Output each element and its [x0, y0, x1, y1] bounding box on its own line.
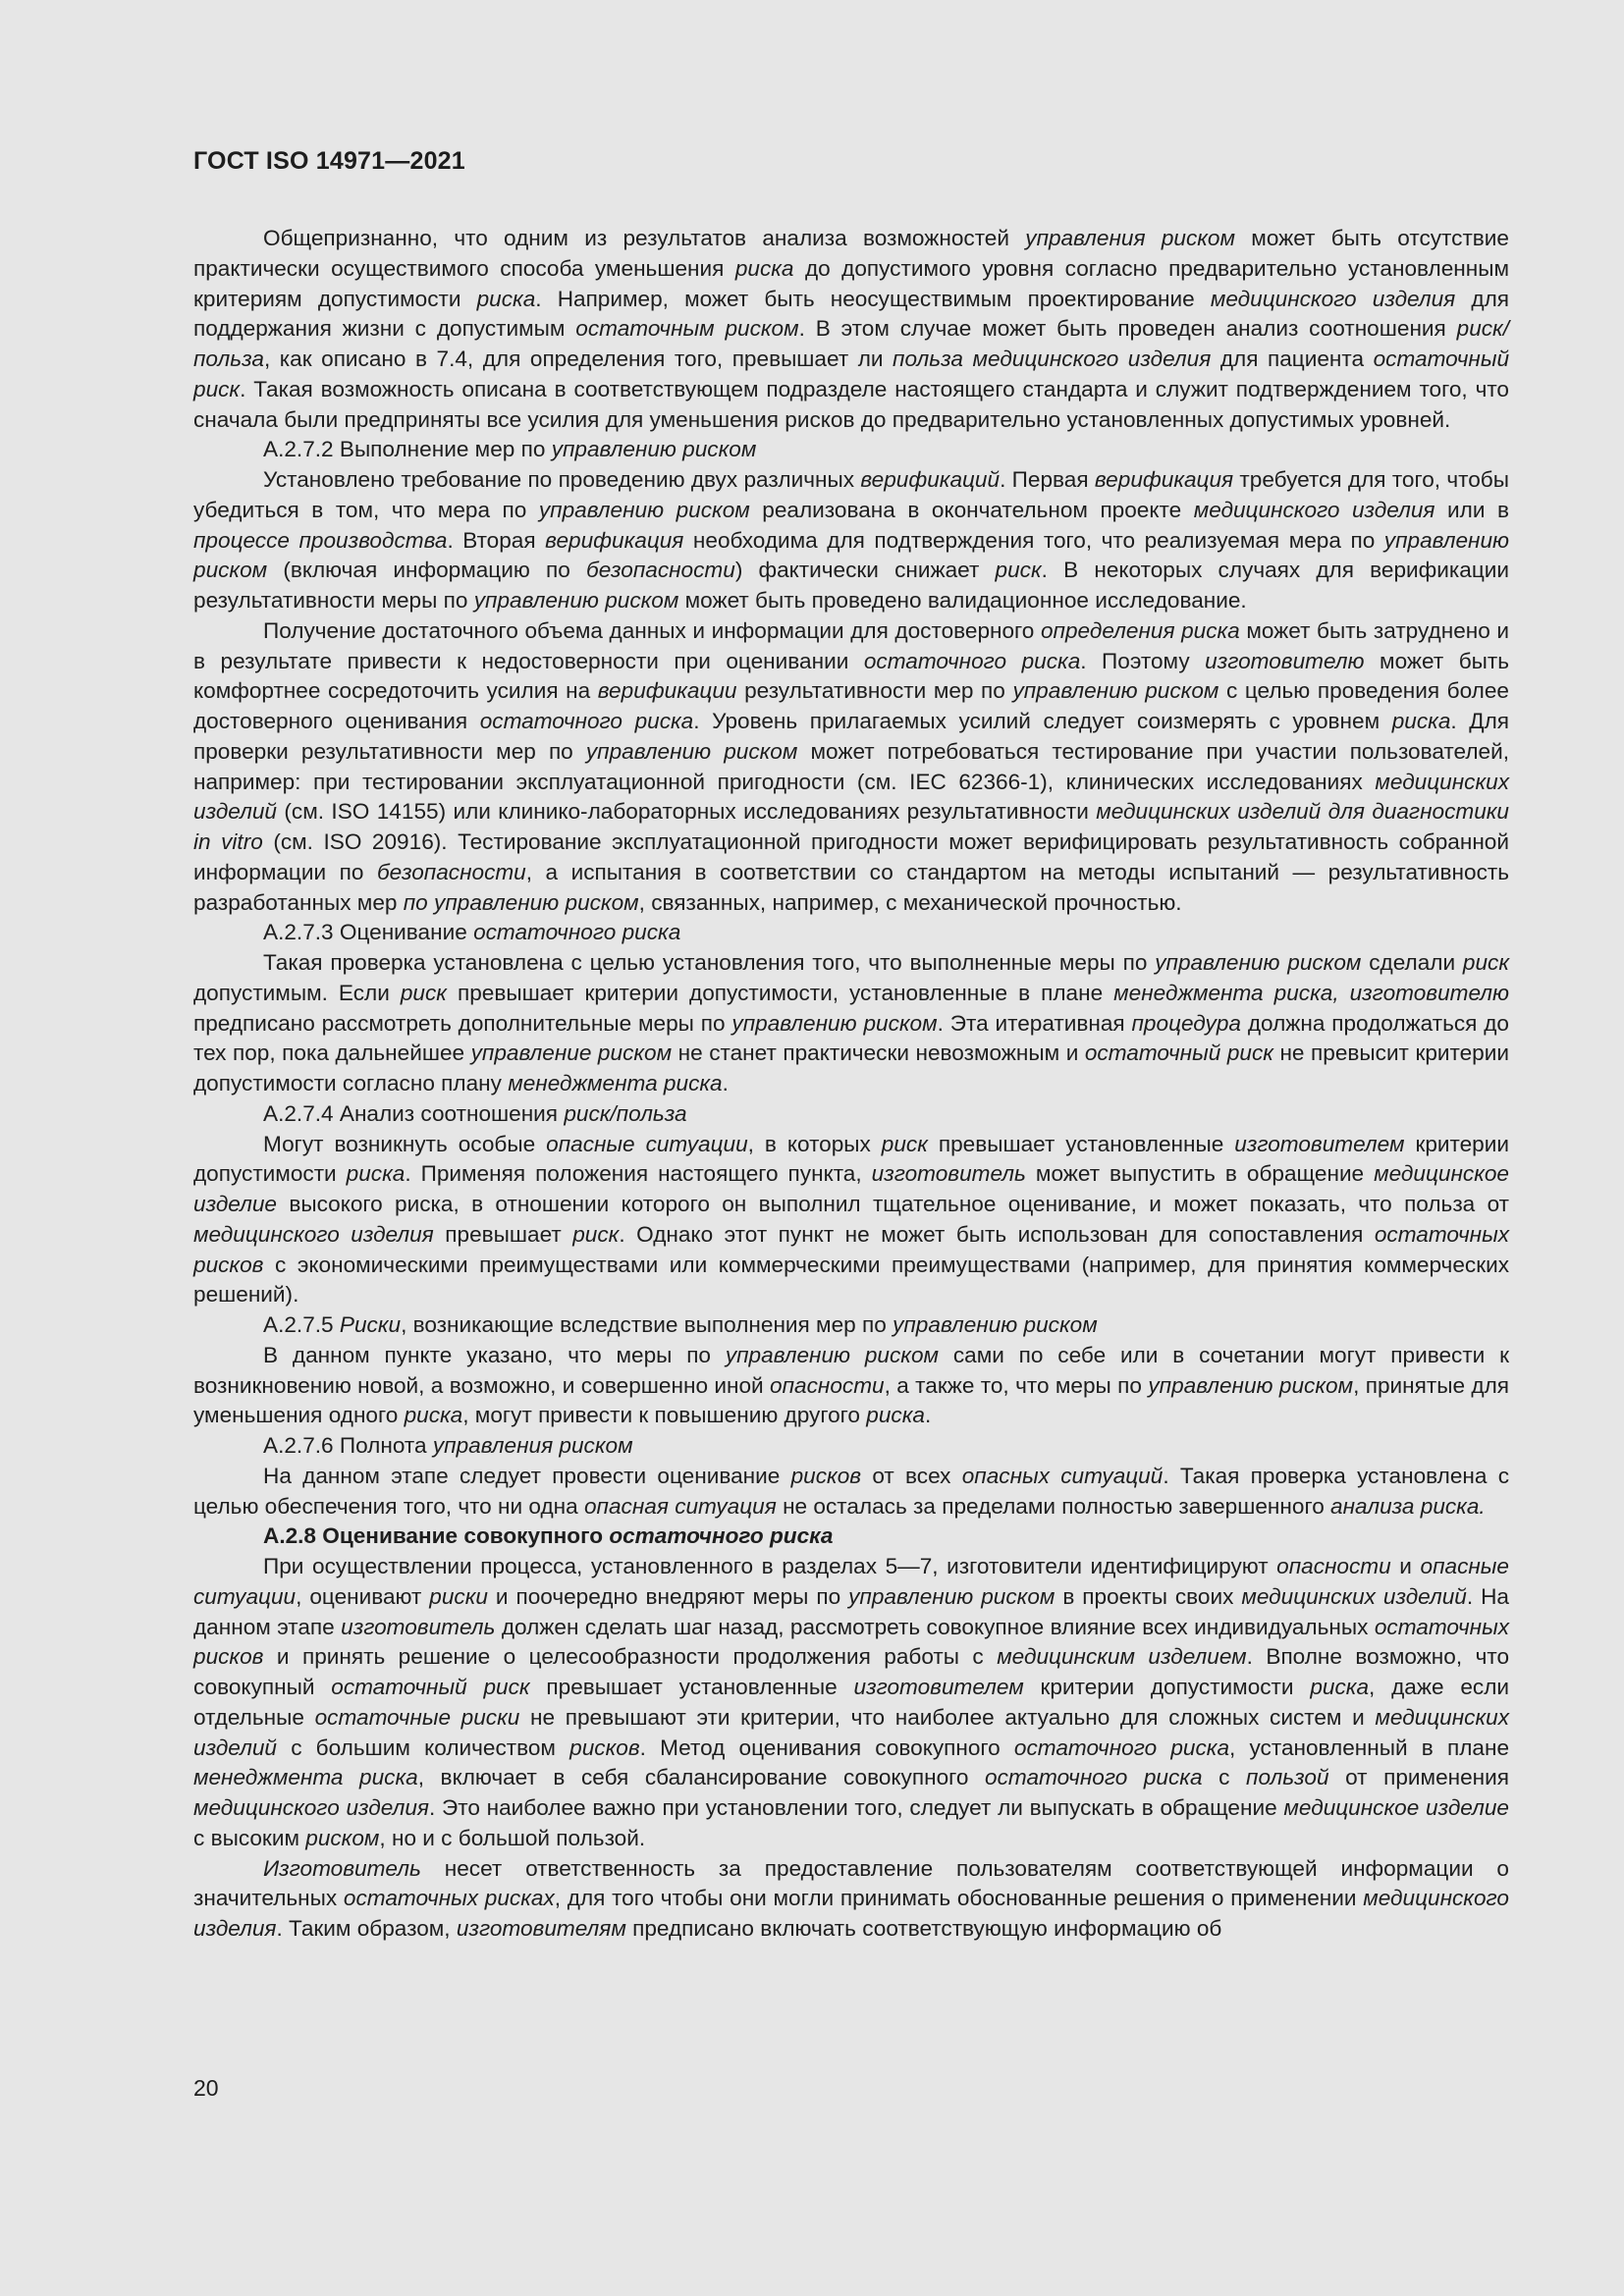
text-run: должен сделать шаг назад, рассмотреть совокупное влияние всех индивидуальных: [495, 1614, 1375, 1639]
italic-term: медицинского изделия: [193, 1221, 434, 1247]
heading-a-2-7-3: [193, 918, 1509, 948]
italic-term: менеджмента риска: [193, 1765, 418, 1790]
italic-term: изготовитель: [871, 1161, 1026, 1187]
text-run: . В этом случае может быть проведен анализ соотношения: [798, 316, 1457, 342]
text-run: от применения: [1328, 1765, 1510, 1790]
italic-term: управлению риском: [725, 1342, 940, 1367]
italic-term: остаточного риска: [473, 920, 681, 945]
paragraph-verifications: [193, 465, 1509, 616]
text-run: При осуществлении процесса, установленного в разделах 5—7, изготовители идентифицируют: [263, 1554, 1277, 1578]
text-run: . Такая проверка установлена с целью обеспечения того, что ни одна: [193, 1463, 1510, 1519]
italic-term: медицинских изделий: [1241, 1583, 1467, 1609]
italic-term: определения риска: [1040, 617, 1240, 643]
italic-term: остаточный риск: [193, 347, 1510, 401]
text-run: может выпустить в обращение: [1025, 1161, 1375, 1187]
text-run: . Метод оценивания совокупного: [639, 1735, 1014, 1760]
text-run: . Вполне возможно, что совокупный: [193, 1644, 1510, 1699]
italic-term: остаточных рисков: [193, 1614, 1509, 1670]
text-run: Получение достаточного объема данных и информации для достоверного: [263, 617, 1041, 643]
text-run: в проекты своих: [1055, 1583, 1242, 1609]
paragraph-manufacturer-responsibility: [193, 1854, 1509, 1945]
italic-term: опасности: [1276, 1554, 1391, 1578]
italic-term: риска: [346, 1161, 406, 1187]
text-run: , могут привести к повышению другого: [462, 1403, 867, 1428]
italic-term: управления риском: [432, 1433, 633, 1458]
italic-term: остаточного риска: [985, 1765, 1203, 1790]
italic-term: риска: [404, 1403, 463, 1428]
text-run: (см. ISO 14155) или клинико-лабораторных исследованиях результативности: [277, 799, 1097, 825]
text-run: , для того чтобы они могли принимать обоснованные решения о применении: [554, 1886, 1364, 1911]
paragraph-benefit-risk: [193, 1130, 1509, 1311]
text-run: , включает в себя сбалансирование совокупного: [417, 1765, 986, 1790]
paragraph-data-sufficiency: [193, 616, 1509, 919]
italic-term: остаточного риска: [1013, 1735, 1230, 1760]
text-run: до допустимого уровня согласно предварительно установленным критериям допустимости: [193, 255, 1509, 311]
italic-term: риском: [305, 1825, 380, 1850]
italic-term: медицинских изделий: [193, 1704, 1510, 1760]
italic-term: риска: [1391, 709, 1451, 733]
italic-term: менеджмента риска: [508, 1071, 723, 1095]
italic-term: верификации: [597, 678, 737, 704]
text-run: Такая проверка установлена с целью установления того, что выполненные меры по: [263, 950, 1156, 975]
text-run: превышает установленные: [529, 1675, 854, 1699]
heading-a-2-7-6: [193, 1431, 1509, 1462]
italic-term: остаточные риски: [314, 1704, 520, 1730]
italic-term: опасные ситуации: [546, 1131, 748, 1156]
italic-term: управлению риском: [848, 1583, 1056, 1609]
italic-term: управлению риском: [1148, 1372, 1354, 1398]
italic-term: остаточного риска: [863, 648, 1081, 673]
text-run: превышает критерии допустимости, установленные в плане: [446, 980, 1114, 1005]
italic-term: управлению риском: [1012, 678, 1219, 704]
heading-a-2-8: [193, 1522, 1509, 1552]
text-run: . Для проверки результативности мер по: [193, 709, 1510, 764]
italic-term: безопасности: [376, 859, 526, 884]
italic-term: управлению риском: [1155, 950, 1362, 975]
text-run: . Таким образом,: [276, 1916, 457, 1941]
text-run: и поочередно внедряют меры по: [487, 1583, 849, 1609]
text-run: критерии допустимости: [1023, 1675, 1311, 1699]
text-run: .: [924, 1403, 932, 1428]
italic-term: медицинское изделие: [1283, 1795, 1509, 1820]
italic-term: риск: [572, 1221, 620, 1247]
text-run: может быть отсутствие практически осуществимого способа уменьшения: [193, 226, 1509, 281]
italic-term: медицинского изделия: [1193, 497, 1435, 522]
text-run: с экономическими преимуществами или коммерческими преимуществами (например, для принятия коммерческих решений).: [193, 1252, 1509, 1308]
text-run: , а испытания в соответствии со стандартом на методы испытаний — результативность разработанных мер: [193, 859, 1509, 915]
italic-term: остаточного риска: [479, 709, 694, 733]
italic-term: изготовителем: [1234, 1131, 1405, 1156]
paragraph-residual-risk-evaluation: [193, 948, 1509, 1099]
text-run: , даже если отдельные: [193, 1675, 1509, 1730]
italic-term: управлению риском: [893, 1312, 1098, 1337]
text-run: необходима для подтверждения того, что реализуемая мера по: [683, 527, 1384, 553]
italic-term: риск: [1462, 950, 1509, 975]
italic-term: управления риском: [1025, 226, 1235, 250]
italic-term: риска: [1310, 1675, 1370, 1699]
italic-term: риска: [734, 255, 794, 281]
italic-term: изготовителю: [1205, 648, 1365, 673]
italic-term: медицинского изделия: [193, 1886, 1509, 1941]
italic-term: медицинским изделием: [997, 1644, 1247, 1670]
text-run: высокого риска, в отношении которого он выполнил тщательное оценивание, и может показать, что польза от: [277, 1192, 1509, 1216]
italic-term: риск/польза: [564, 1100, 687, 1126]
text-run: . Поэтому: [1080, 648, 1206, 673]
italic-term: риска: [476, 286, 536, 311]
text-run: , как описано в 7.4, для определения того, превышает ли: [263, 347, 893, 371]
text-run: . Такая возможность описана в соответствующем подразделе настоящего стандарта и служит подтверждением того, что сначала были предприняты все усилия для уменьшения рисков до предварительно установленных допустимых уровней.: [193, 376, 1509, 432]
text-run: с: [1202, 1765, 1247, 1790]
text-run: . Например, может быть неосуществимым проектирование: [535, 286, 1211, 311]
italic-term: управлению риском: [473, 588, 679, 613]
italic-term: Изготовитель: [263, 1855, 421, 1881]
text-run: сделали: [1361, 950, 1463, 975]
text-run: Общепризнанно, что одним из результатов анализа возможностей: [263, 226, 1026, 250]
italic-term: риск/польза: [193, 316, 1509, 371]
italic-term: риск: [995, 558, 1042, 583]
italic-term: рисков: [569, 1735, 640, 1760]
italic-term: медицинских изделий для диагностики in vitro: [193, 799, 1509, 854]
paragraph-completeness: [193, 1462, 1509, 1522]
text-run: Установлено требование по проведению двух различных: [263, 467, 861, 492]
italic-term: верификация: [1094, 467, 1234, 492]
text-run: может потребоваться тестирование при участии пользователей, например: при тестировании эксплуатационной пригодности (см. IEC 62366-1), клинических исследованиях: [193, 738, 1509, 794]
italic-term: медицинских изделий: [193, 769, 1509, 825]
text-run: .: [722, 1071, 729, 1095]
italic-term: управлению риском: [551, 437, 757, 462]
text-run: , установленный в плане: [1229, 1735, 1510, 1760]
text-run: . Вторая: [447, 527, 546, 553]
italic-term: менеджмента риска, изготовителю: [1113, 980, 1509, 1005]
text-run: с большим количеством: [277, 1735, 570, 1760]
text-run: . Первая: [1000, 467, 1095, 492]
italic-term: польза медицинского изделия: [893, 347, 1212, 371]
italic-term: процессе производства: [193, 527, 448, 553]
italic-term: остаточных рисках: [343, 1886, 555, 1911]
italic-term: остаточный риск: [331, 1675, 530, 1699]
text-run: или в: [1435, 497, 1509, 522]
text-run: не осталась за пределами полностью завершенного: [776, 1493, 1331, 1519]
heading-a-2-7-5: [193, 1310, 1509, 1341]
italic-term: риска: [866, 1403, 925, 1428]
text-run: А.2.7.2 Выполнение мер по: [263, 437, 552, 462]
text-run: , а также то, что меры по: [884, 1372, 1149, 1398]
italic-term: риски: [429, 1583, 488, 1609]
text-run: сами по себе или в сочетании могут привести к возникновению новой, а возможно, и совершенно иной: [193, 1342, 1509, 1398]
paragraph-feasibility: [193, 224, 1509, 435]
text-run: с высоким: [193, 1825, 306, 1850]
text-run: не превысит критерии допустимости согласно плану: [193, 1041, 1509, 1095]
italic-term: по управлению риском: [403, 889, 639, 915]
text-run: должна продолжаться до тех пор, пока дальнейшее: [193, 1010, 1509, 1066]
text-run: предписано включать соответствующую информацию об: [625, 1916, 1222, 1941]
italic-term: пользой: [1246, 1765, 1329, 1790]
page-number: 20: [193, 2075, 219, 2101]
italic-term: управлению риском: [731, 1010, 938, 1036]
text-run: , но и с большой пользой.: [379, 1825, 646, 1850]
italic-term: управление риском: [470, 1041, 673, 1066]
text-run: . Уровень прилагаемых усилий следует соизмерять с уровнем: [693, 709, 1392, 733]
italic-term: опасности: [770, 1372, 885, 1398]
text-run: и принять решение о целесообразности продолжения работы с: [263, 1644, 998, 1670]
italic-term: безопасности: [585, 558, 735, 583]
text-run: (см. ISO 20916). Тестирование эксплуатационной пригодности может верифицировать результативность собранной информации по: [193, 829, 1509, 884]
text-run: , в которых: [747, 1131, 882, 1156]
text-run: не станет практически невозможным и: [672, 1041, 1085, 1066]
document-header: ГОСТ ISO 14971—2021: [193, 147, 465, 175]
text-run: с целью проведения более достоверного оценивания: [193, 678, 1509, 733]
italic-term: изготовителям: [456, 1916, 626, 1941]
text-run: . На данном этапе: [193, 1583, 1509, 1639]
italic-term: анализа риска.: [1330, 1493, 1486, 1519]
italic-term: остаточным риском: [575, 316, 799, 342]
italic-term: риск: [400, 980, 447, 1005]
text-run: А.2.7.6 Полнота: [263, 1433, 433, 1458]
italic-term: управлению риском: [193, 527, 1509, 583]
text-run: реализована в окончательном проекте: [749, 497, 1194, 522]
text-run: для поддержания жизни с допустимым: [193, 286, 1509, 342]
heading-a-2-7-4: [193, 1099, 1509, 1130]
text-run: превышает: [433, 1221, 573, 1247]
italic-term: опасная ситуация: [583, 1493, 777, 1519]
italic-term: процедура: [1131, 1010, 1241, 1036]
italic-term: медицинское изделие: [193, 1161, 1509, 1216]
paragraph-new-risks: [193, 1341, 1509, 1431]
italic-term: остаточного риска: [609, 1523, 834, 1549]
italic-term: Риски: [339, 1312, 402, 1337]
italic-term: опасные ситуации: [193, 1554, 1509, 1609]
italic-term: изготовителем: [853, 1675, 1024, 1699]
paragraph-overall-residual-risk: [193, 1552, 1509, 1854]
italic-term: медицинского изделия: [1210, 286, 1456, 311]
text-run: , принятые для уменьшения одного: [193, 1372, 1509, 1428]
text-run: критерии допустимости: [193, 1131, 1509, 1187]
heading-a-2-7-2: [193, 435, 1509, 465]
text-run: может быть проведено валидационное исследование.: [678, 588, 1247, 613]
text-run: А.2.7.4 Анализ соотношения: [263, 1100, 565, 1126]
italic-term: верификация: [545, 527, 684, 553]
italic-term: рисков: [790, 1463, 862, 1488]
text-run: и: [1390, 1554, 1421, 1578]
text-run: (включая информацию по: [267, 558, 586, 583]
text-run: от всех: [861, 1463, 962, 1488]
italic-term: управлению риском: [538, 497, 750, 522]
text-run: . Это наиболее важно при установлении того, следует ли выпускать в обращение: [428, 1795, 1284, 1820]
text-run: превышает установленные: [927, 1131, 1235, 1156]
text-run: А.2.8 Оценивание совокупного: [263, 1523, 610, 1549]
italic-term: риск: [881, 1131, 928, 1156]
text-run: . Однако этот пункт не может быть использован для сопоставления: [619, 1221, 1375, 1247]
text-run: несет ответственность за предоставление пользователям соответствующей информации о значительных: [193, 1855, 1509, 1911]
italic-term: опасных ситуаций: [961, 1463, 1164, 1488]
text-run: предписано рассмотреть дополнительные меры по: [193, 1010, 732, 1036]
text-run: А.2.7.3 Оценивание: [263, 920, 474, 945]
text-run: для пациента: [1211, 347, 1374, 371]
italic-term: верификаций: [860, 467, 1001, 492]
text-run: не превышают эти критерии, что наиболее актуально для сложных систем и: [519, 1704, 1376, 1730]
text-run: . Применяя положения настоящего пункта,: [405, 1161, 872, 1187]
document-body: [193, 224, 1509, 1945]
italic-term: остаточный риск: [1084, 1041, 1273, 1066]
text-run: , оценивают: [296, 1583, 430, 1609]
italic-term: изготовитель: [341, 1614, 496, 1639]
text-run: А.2.7.5: [263, 1312, 340, 1337]
text-run: , связанных, например, с механической прочностью.: [638, 889, 1182, 915]
text-run: может быть комфортнее сосредоточить усилия на: [193, 648, 1509, 704]
italic-term: медицинского изделия: [193, 1795, 429, 1820]
text-run: результативности мер по: [736, 678, 1013, 704]
italic-term: остаточных рисков: [193, 1221, 1509, 1277]
text-run: На данном этапе следует провести оценивание: [263, 1463, 791, 1488]
text-run: . Эта итеративная: [937, 1010, 1132, 1036]
text-run: . В некоторых случаях для верификации результативности меры по: [193, 558, 1509, 613]
text-run: ) фактически снижает: [734, 558, 996, 583]
text-run: может быть затруднено и в результате привести к недостоверности при оценивании: [193, 617, 1510, 673]
text-run: требуется для того, чтобы убедиться в том, что мера по: [193, 467, 1509, 522]
text-run: допустимым. Если: [193, 980, 401, 1005]
text-run: В данном пункте указано, что меры по: [263, 1342, 726, 1367]
italic-term: управлению риском: [585, 738, 798, 764]
text-run: , возникающие вследствие выполнения мер по: [401, 1312, 893, 1337]
text-run: Могут возникнуть особые: [263, 1131, 547, 1156]
